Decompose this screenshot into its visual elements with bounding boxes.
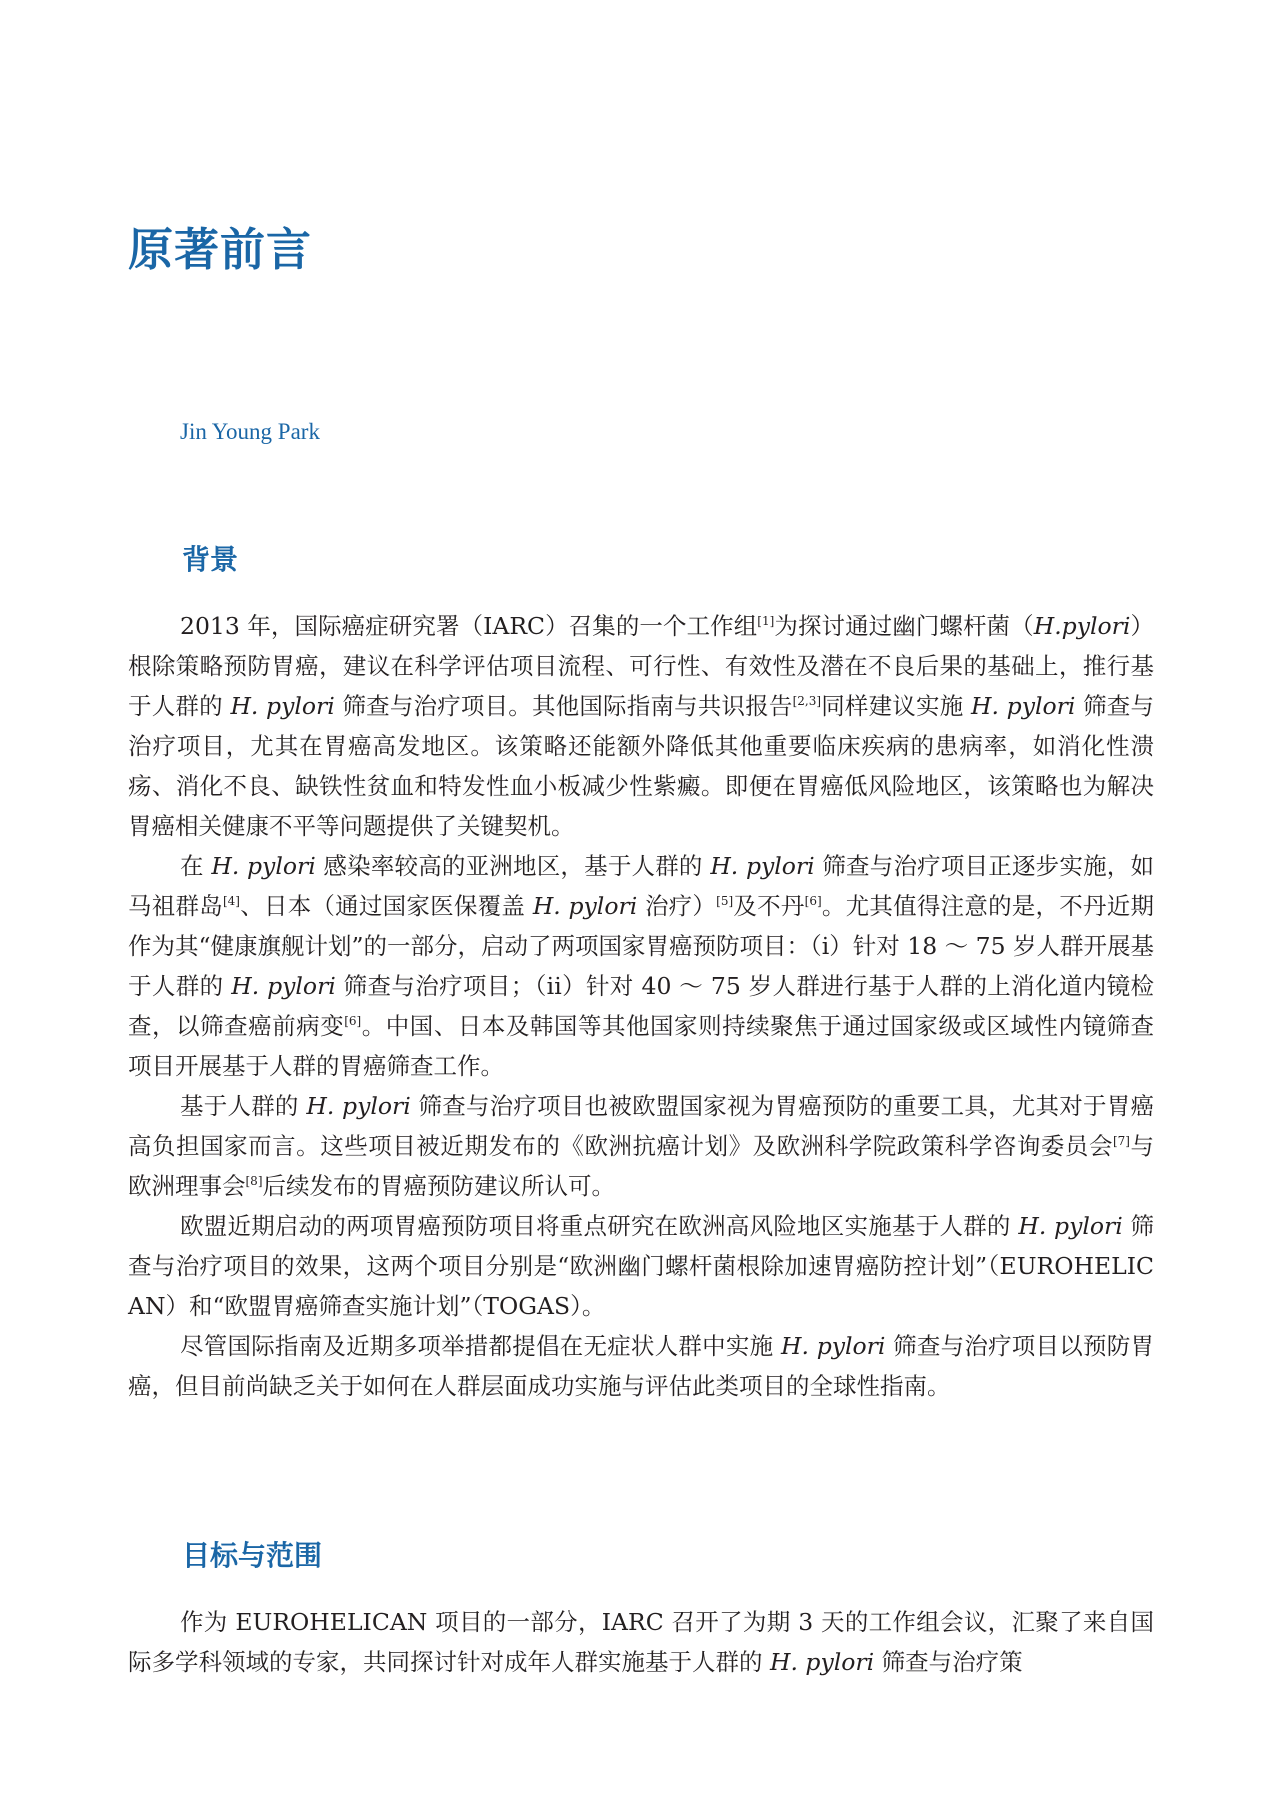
citation-ref: [6] [804, 894, 822, 908]
italic-term: H. pylori [710, 852, 815, 880]
section-heading-background: 背景 [182, 543, 239, 576]
text-run: 同样建议实施 [821, 692, 972, 720]
italic-term: H. pylori [532, 892, 638, 920]
text-run: 与欧洲理事会 [128, 1132, 1155, 1200]
italic-term: H. pylori [306, 1092, 411, 1120]
citation-ref: [8] [245, 1174, 263, 1188]
text-run: 及不丹 [733, 892, 805, 920]
text-run: 在 [180, 852, 212, 880]
text-run: 筛查与治疗项目，尤其在胃癌高发地区。该策略还能额外降低其他重要临床疾病的患病率，如消化性溃疡、消化不良、缺铁性贫血和特发性血小板减少性紫癜。即便在胃癌低风险地区，该策略也为解决胃癌相关健康不平等问题提供了关键契机。 [128, 692, 1154, 840]
text-run: ）根除策略预防胃癌，建议在科学评估项目流程、可行性、有效性及潜在不良后果的基础上，推行基于人群的 [128, 612, 1154, 720]
text-run: 欧盟近期启动的两项胃癌预防项目将重点研究在欧洲高风险地区实施基于人群的 [180, 1212, 1019, 1240]
paragraph [128, 1086, 1154, 1206]
text-run: 为探讨通过幽门螺杆菌（ [774, 612, 1034, 640]
italic-term: H. pylori [971, 692, 1076, 720]
text-run: 筛查与治疗项目。其他国际指南与共识报告 [334, 692, 793, 720]
text-run: 筛查与治疗项目也被欧盟国家视为胃癌预防的重要工具，尤其对于胃癌高负担国家而言。这些项目被近期发布的《欧洲抗癌计划》及欧洲科学院政策科学咨询委员会 [128, 1092, 1154, 1160]
text-run: 尽管国际指南及近期多项举措都提倡在无症状人群中实施 [180, 1332, 782, 1360]
text-run: 筛查与治疗项目的效果，这两个项目分别是“欧洲幽门螺杆菌根除加速胃癌防控计划”（EUROHELICAN）和“欧盟胃癌筛查实施计划”（TOGAS）。 [128, 1212, 1154, 1320]
paragraph [128, 846, 1154, 1086]
paragraph [128, 1602, 1154, 1682]
text-run: 作为 EUROHELICAN 项目的一部分，IARC 召开了为期 3 天的工作组会议，汇聚了来自国际多学科领域的专家，共同探讨针对成年人群实施基于人群的 [128, 1608, 1154, 1676]
section-objectives-scope [128, 1536, 1154, 1682]
text-run: 筛查与治疗项目正逐步实施，如马祖群岛 [128, 852, 1154, 920]
citation-ref: [4] [222, 894, 240, 908]
italic-term: H. pylori [781, 1332, 886, 1360]
citation-ref: [1] [757, 614, 775, 628]
text-run: 。中国、日本及韩国等其他国家则持续聚焦于通过国家级或区域性内镜筛查项目开展基于人群的胃癌筛查工作。 [128, 1012, 1155, 1080]
text-run: 2013 年，国际癌症研究署（IARC）召集的一个工作组 [180, 612, 758, 640]
italic-term: H.pylori [1033, 612, 1131, 640]
italic-term: H. pylori [231, 972, 336, 1000]
text-run: 后续发布的胃癌预防建议所认可。 [262, 1172, 615, 1200]
author-name: Jin Young Park [180, 419, 320, 444]
paragraph [128, 606, 1154, 846]
text-run: 筛查与治疗策 [874, 1648, 1023, 1676]
text-run: 、日本（通过国家医保覆盖 [239, 892, 533, 920]
text-run: 筛查与治疗项目以预防胃癌，但目前尚缺乏关于如何在人群层面成功实施与评估此类项目的全球性指南。 [128, 1332, 1154, 1400]
text-run: 。尤其值得注意的是，不丹近期作为其“健康旗舰计划”的一部分，启动了两项国家胃癌预防项目：（i）针对 18 ～ 75 岁人群开展基于人群的 [128, 892, 1155, 1000]
italic-term: H. pylori [230, 692, 335, 720]
italic-term: H. pylori [1018, 1212, 1123, 1240]
paragraph [128, 1326, 1154, 1406]
citation-ref: [6] [344, 1014, 362, 1028]
italic-term: H. pylori [769, 1648, 875, 1676]
text-run: 感染率较高的亚洲地区，基于人群的 [315, 852, 711, 880]
text-run: 基于人群的 [180, 1092, 307, 1120]
citation-ref: [5] [716, 894, 734, 908]
page-title: 原著前言 [128, 223, 313, 276]
text-run: 筛查与治疗项目；（ii）针对 40 ～ 75 岁人群进行基于人群的上消化道内镜检查，以筛查癌前病变 [128, 972, 1154, 1040]
italic-term: H. pylori [211, 852, 316, 880]
section-background [128, 540, 1154, 1406]
citation-ref: [2,3] [792, 694, 822, 708]
citation-ref: [7] [1112, 1134, 1130, 1148]
text-run: 治疗） [637, 892, 717, 920]
paragraph [128, 1206, 1154, 1326]
section-heading-objectives-scope: 目标与范围 [182, 1539, 323, 1572]
